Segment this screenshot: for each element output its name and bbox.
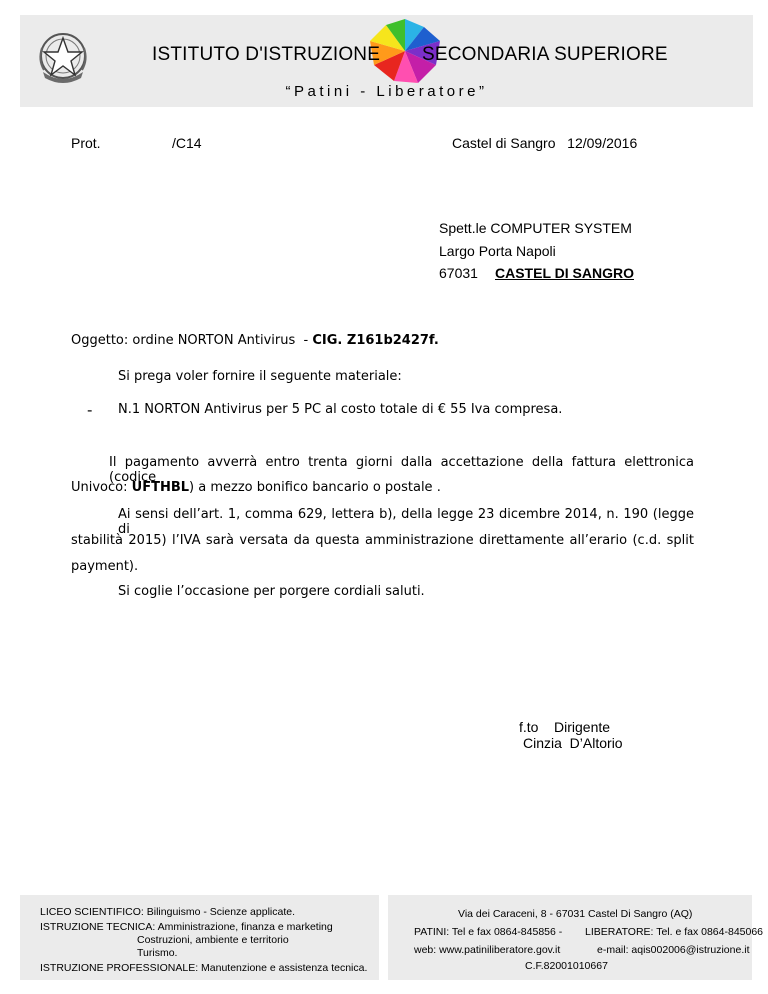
law-line-3: payment). <box>71 559 139 574</box>
signature-title: f.to Dirigente <box>519 719 611 735</box>
footer-courses <box>20 895 379 980</box>
letterhead <box>20 15 753 107</box>
footer-course-1: LICEO SCIENTIFICO: Bilinguismo - Scienze applicate. <box>40 906 296 918</box>
header-subtitle: “Patini - Liberatore” <box>285 83 488 100</box>
footer-website: web: www.patiniliberatore.gov.it <box>414 944 561 956</box>
law-line-2: stabilità 2015) l’IVA sarà versata da questa amministrazione direttamente all’erario (c.d. split <box>71 533 694 548</box>
footer-course-2: ISTRUZIONE TECNICA: Amministrazione, finanza e marketing <box>40 921 333 933</box>
payment-suffix: ) a mezzo bonifico bancario o postale . <box>189 480 441 495</box>
footer-patini-phone: PATINI: Tel e fax 0864-845856 - <box>414 926 563 938</box>
recipient-cap: 67031 <box>439 265 478 281</box>
footer-tax-code: C.F.82001010667 <box>525 960 608 972</box>
bullet-dash: - <box>87 401 93 419</box>
footer-address: Via dei Caraceni, 8 - 67031 Castel Di Sangro (AQ) <box>458 908 693 920</box>
law-line-1: Ai sensi dell’art. 1, comma 629, lettera b), della legge 23 dicembre 2014, n. 190 (legge di <box>118 507 694 537</box>
header-title-left: ISTITUTO D'ISTRUZIONE <box>152 44 381 65</box>
footer-course-3: Costruzioni, ambiente e territorio <box>137 934 289 946</box>
protocol-code: /C14 <box>172 135 202 151</box>
protocol-label: Prot. <box>71 135 101 151</box>
request-text: Si prega voler fornire il seguente materiale: <box>118 369 402 384</box>
footer-liberatore-phone: LIBERATORE: Tel. e fax 0864-845066 <box>585 926 764 938</box>
footer-email: e-mail: aqis002006@istruzione.it <box>597 944 750 956</box>
subject <box>71 333 439 348</box>
payment-line-2 <box>71 480 441 495</box>
signature-name: Cinzia D’Altorio <box>523 735 623 751</box>
place-date: Castel di Sangro 12/09/2016 <box>452 135 638 151</box>
order-item: N.1 NORTON Antivirus per 5 PC al costo totale di € 55 Iva compresa. <box>118 402 563 417</box>
footer-course-5: ISTRUZIONE PROFESSIONALE: Manutenzione e assistenza tecnica. <box>40 962 368 974</box>
payment-prefix: Univoco: <box>71 480 132 495</box>
footer-contacts <box>388 895 764 980</box>
italian-republic-emblem-icon <box>34 26 92 88</box>
header-title-right: SECONDARIA SUPERIORE <box>422 44 668 65</box>
recipient-street: Largo Porta Napoli <box>439 243 556 259</box>
subject-text: Oggetto: ordine NORTON Antivirus - <box>71 333 313 348</box>
closing-text: Si coglie l’occasione per porgere cordiali saluti. <box>118 584 425 599</box>
subject-cig: CIG. Z161b2427f. <box>312 333 439 348</box>
recipient-city: CASTEL DI SANGRO <box>495 265 634 281</box>
payment-code: UFTHBL <box>131 480 190 495</box>
payment-line-1: Il pagamento avverrà entro trenta giorni dalla accettazione della fattura elettronica (codice <box>109 455 694 485</box>
recipient-name: Spett.le COMPUTER SYSTEM <box>439 220 632 236</box>
footer-course-4: Turismo. <box>137 947 178 959</box>
